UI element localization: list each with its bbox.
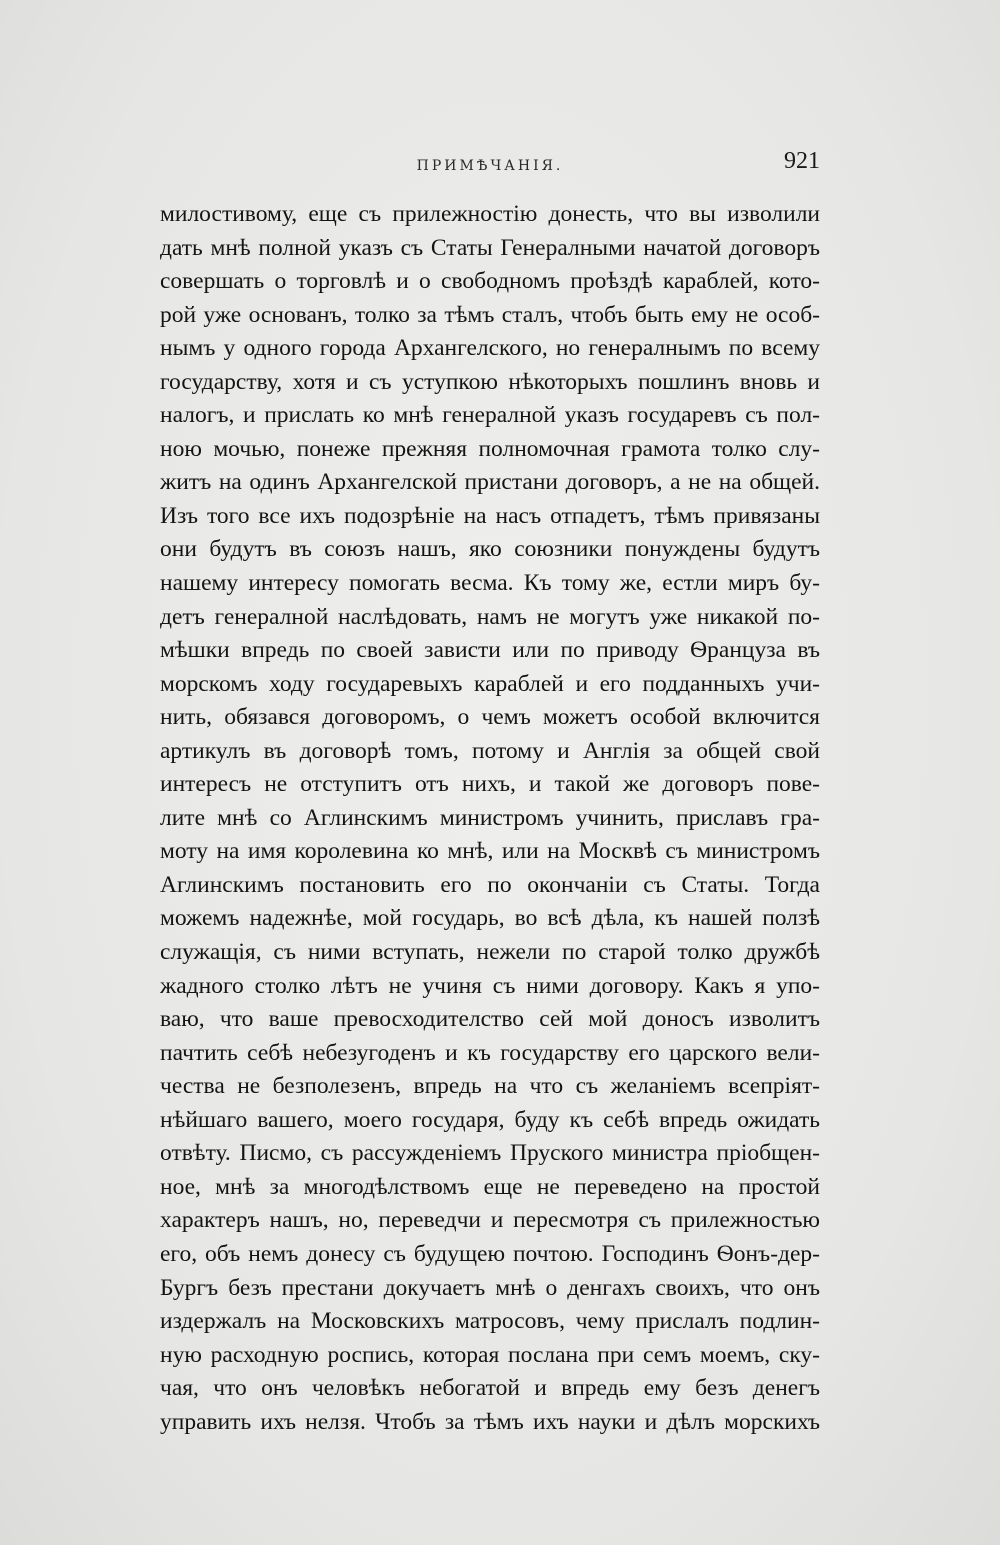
text-line: ваю, что ваше превосходителство сей мой доносъ изволитъ <box>160 1006 820 1033</box>
text-line: Аглинскимъ постановить его по окончаніи съ Статы. Тогда <box>160 871 820 898</box>
body-text <box>160 198 820 1439</box>
text-line: морскомъ ходу государевыхъ караблей и его подданныхъ учи- <box>160 670 820 697</box>
text-line: моту на имя королевина ко мнѣ, или на Москвѣ съ министромъ <box>160 838 820 865</box>
text-line: нашему интересу помогать весма. Къ тому же, естли миръ бу- <box>160 570 820 597</box>
text-line: пачтить себѣ небезугоденъ и къ государству его царского вели- <box>160 1039 820 1066</box>
text-line: Бургъ безъ престани докучаетъ мнѣ о денгахъ своихъ, что онъ <box>160 1274 820 1301</box>
text-line: государству, хотя и съ уступкою нѣкоторыхъ пошлинъ вновь и <box>160 368 820 395</box>
text-line: рой уже основанъ, толко за тѣмъ сталъ, чтобъ быть ему не особ- <box>160 301 820 328</box>
text-line: артикулъ въ договорѣ томъ, потому и Англія за общей свой <box>160 737 820 764</box>
text-line: интересъ не отступитъ отъ нихъ, и такой же договоръ пове- <box>160 771 820 798</box>
text-line: Изъ того все ихъ подозрѣніе на насъ отпадетъ, тѣмъ привязаны <box>160 502 820 529</box>
running-title: ПРИМѢЧАНІЯ. <box>416 158 564 174</box>
text-line: житъ на одинъ Архангелской пристани договоръ, а не на общей. <box>160 469 820 496</box>
text-line: издержалъ на Московскихъ матросовъ, чему прислалъ подлин- <box>160 1308 820 1335</box>
text-line: его, объ немъ донесу съ будущею почтою. Господинъ Ѳонъ-дер- <box>160 1240 820 1267</box>
text-line: чая, что онъ человѣкъ небогатой и впредь ему безъ денегъ <box>160 1375 820 1402</box>
text-line: лите мнѣ со Аглинскимъ министромъ учинить, приславъ гра- <box>160 804 820 831</box>
text-line: характеръ нашъ, но, переведчи и пересмотря съ прилежностью <box>160 1207 820 1234</box>
text-line: ную расходную роспись, которая послана при семъ моемъ, ску- <box>160 1341 820 1368</box>
text-line: жадного столко лѣтъ не учиня съ ними договору. Какъ я упо- <box>160 972 820 999</box>
text-line: нымъ у одного города Архангелского, но генералнымъ по всему <box>160 335 820 362</box>
page-header <box>160 148 820 178</box>
text-line: милостивому, еще съ прилежностію донесть, что вы изволили <box>160 201 820 227</box>
text-line: ное, мнѣ за многодѣлствомъ еще не переведено на простой <box>160 1173 820 1200</box>
page-number: 921 <box>784 148 820 174</box>
text-line: они будутъ въ союзъ нашъ, яко союзники понуждены будутъ <box>160 536 820 563</box>
text-line: нѣйшаго вашего, моего государя, буду къ себѣ впредь ожидать <box>160 1106 820 1133</box>
text-line: детъ генералной наслѣдовать, намъ не могутъ уже никакой по- <box>160 603 820 630</box>
text-line: отвѣту. Писмо, съ рассужденіемъ Пруского министра пріобщен- <box>160 1140 820 1167</box>
text-line: нить, обязався договоромъ, о чемъ можетъ особой включится <box>160 704 820 731</box>
text-line: можемъ надежнѣе, мой государь, во всѣ дѣла, къ нашей ползѣ <box>160 905 820 932</box>
text-line: чества не безполезенъ, впредь на что съ желаніемъ всепріят- <box>160 1073 820 1100</box>
text-line: ною мочью, понеже прежняя полномочная грамота толко слу- <box>160 435 820 462</box>
text-line: управить ихъ нелзя. Чтобъ за тѣмъ ихъ науки и дѣлъ морскихъ <box>160 1408 820 1435</box>
text-line: налогъ, и прислать ко мнѣ генералной указъ государевъ съ пол- <box>160 402 820 429</box>
text-line: дать мнѣ полной указъ съ Статы Генералными начатой договоръ <box>160 234 820 261</box>
text-line: совершать о торговлѣ и о свободномъ проѣздѣ караблей, кото- <box>160 268 820 295</box>
text-line: служащія, съ ними вступать, нежели по старой толко дружбѣ <box>160 939 820 966</box>
text-line: мѣшки впредь по своей зависти или по приводу Ѳранцуза въ <box>160 637 820 664</box>
